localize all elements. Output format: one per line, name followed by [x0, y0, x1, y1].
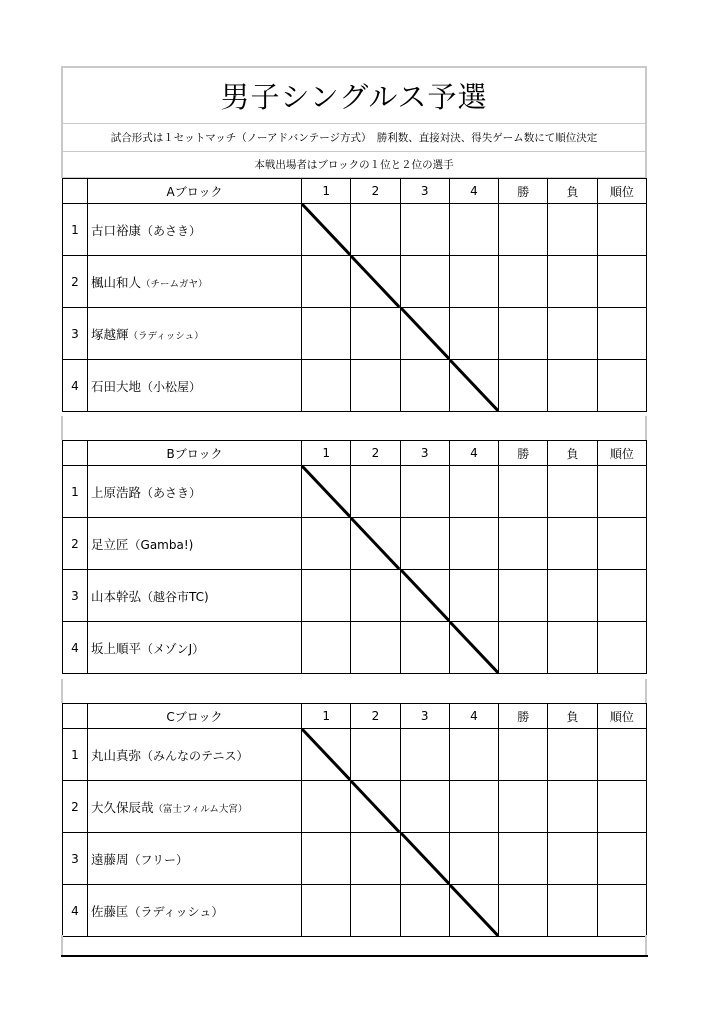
block-header-row: [63, 441, 647, 466]
match-result-cell[interactable]: [351, 729, 400, 781]
losses-cell[interactable]: [548, 308, 597, 360]
player-name: 山本幹弘: [91, 588, 142, 604]
self-match-cell: [351, 256, 400, 308]
player-name: 大久保辰哉: [91, 799, 154, 815]
seed-number: 3: [63, 570, 88, 622]
rank-cell[interactable]: [597, 204, 646, 256]
rank-cell[interactable]: [597, 466, 646, 518]
losses-cell[interactable]: [548, 833, 597, 885]
rank-cell[interactable]: [597, 256, 646, 308]
block-header-row: [63, 179, 647, 204]
block-name: Cブロック: [88, 704, 302, 729]
self-match-cell: [449, 360, 498, 412]
opponent-col-header: 2: [351, 704, 400, 729]
player-club: （Gamba!): [128, 537, 194, 552]
opponent-col-header: 3: [400, 179, 449, 204]
block-gap: [61, 935, 647, 955]
player-row: [63, 466, 647, 518]
player-row: [63, 729, 647, 781]
rank-col-header: 順位: [597, 179, 646, 204]
match-result-cell[interactable]: [449, 518, 498, 570]
player-row: [63, 885, 647, 937]
diagonal-slash: [302, 466, 350, 517]
match-result-cell[interactable]: [400, 360, 449, 412]
match-result-cell[interactable]: [449, 204, 498, 256]
match-result-cell[interactable]: [302, 570, 351, 622]
player-name: 遠藤周: [91, 851, 129, 867]
self-match-cell: [302, 466, 351, 518]
seed-number: 4: [63, 622, 88, 674]
player-name: 上原浩路: [91, 484, 142, 500]
opponent-col-header: 3: [400, 704, 449, 729]
player-club: （越谷市TC): [141, 589, 209, 604]
wins-cell[interactable]: [499, 466, 548, 518]
player-club: （あさき）: [141, 485, 202, 500]
rank-col-header: 順位: [597, 441, 646, 466]
match-result-cell[interactable]: [302, 308, 351, 360]
wins-cell[interactable]: [499, 256, 548, 308]
opponent-col-header: 3: [400, 441, 449, 466]
wins-col-header: 勝: [499, 441, 548, 466]
player-cell: [88, 518, 302, 570]
diagonal-slash: [401, 833, 449, 884]
diagonal-slash: [302, 729, 350, 780]
player-row: [63, 256, 647, 308]
seed-number: 3: [63, 833, 88, 885]
match-result-cell[interactable]: [302, 781, 351, 833]
wins-cell[interactable]: [499, 518, 548, 570]
losses-cell[interactable]: [548, 885, 597, 937]
wins-cell[interactable]: [499, 729, 548, 781]
losses-cell[interactable]: [548, 781, 597, 833]
diagonal-slash: [351, 518, 399, 569]
opponent-col-header: 4: [449, 704, 498, 729]
seed-number: 1: [63, 729, 88, 781]
match-result-cell[interactable]: [449, 729, 498, 781]
player-row: [63, 622, 647, 674]
player-cell: [88, 781, 302, 833]
match-result-cell[interactable]: [400, 885, 449, 937]
player-club: （チームガヤ）: [141, 278, 208, 290]
player-cell: [88, 466, 302, 518]
block-name: Aブロック: [88, 179, 302, 204]
match-result-cell[interactable]: [400, 204, 449, 256]
wins-cell[interactable]: [499, 360, 548, 412]
opponent-col-header: 1: [302, 179, 351, 204]
player-club: （富士フィルム大宮）: [153, 803, 248, 815]
header-blank-cell: [63, 179, 88, 204]
match-result-cell[interactable]: [302, 622, 351, 674]
player-club: （みんなのテニス）: [141, 748, 249, 763]
self-match-cell: [351, 781, 400, 833]
match-result-cell[interactable]: [449, 833, 498, 885]
wins-cell[interactable]: [499, 570, 548, 622]
match-result-cell[interactable]: [302, 833, 351, 885]
rank-cell[interactable]: [597, 570, 646, 622]
match-result-cell[interactable]: [449, 308, 498, 360]
player-name: 石田大地: [91, 378, 142, 394]
seed-number: 2: [63, 256, 88, 308]
bottom-rule: [61, 955, 648, 957]
self-match-cell: [302, 204, 351, 256]
match-result-cell[interactable]: [351, 360, 400, 412]
losses-cell[interactable]: [548, 466, 597, 518]
player-name: 古口裕康: [91, 222, 142, 238]
rank-cell[interactable]: [597, 833, 646, 885]
match-result-cell[interactable]: [351, 466, 400, 518]
diagonal-slash: [351, 256, 399, 307]
losses-col-header: 負: [548, 441, 597, 466]
losses-col-header: 負: [548, 704, 597, 729]
match-result-cell[interactable]: [400, 518, 449, 570]
player-cell: [88, 308, 302, 360]
seed-number: 4: [63, 360, 88, 412]
match-result-cell[interactable]: [351, 622, 400, 674]
wins-col-header: 勝: [499, 179, 548, 204]
match-format-rule: 試合形式は１セットマッチ（ノーアドバンテージ方式） 勝利数、直接対決、得失ゲーム数にて順位決定: [61, 124, 647, 152]
page-title: 男子シングルス予選: [220, 80, 488, 114]
match-result-cell[interactable]: [302, 518, 351, 570]
losses-cell[interactable]: [548, 570, 597, 622]
losses-col-header: 負: [548, 179, 597, 204]
rank-cell[interactable]: [597, 885, 646, 937]
player-cell: [88, 622, 302, 674]
player-cell: [88, 360, 302, 412]
player-name: 足立匠: [91, 536, 129, 552]
match-result-cell[interactable]: [351, 204, 400, 256]
opponent-col-header: 4: [449, 441, 498, 466]
player-name: 楓山和人: [91, 274, 142, 290]
match-result-cell[interactable]: [302, 885, 351, 937]
qualification-rule: 本戦出場者はブロックの１位と２位の選手: [61, 152, 647, 178]
block-c-table: [62, 703, 647, 937]
match-result-cell[interactable]: [400, 622, 449, 674]
match-result-cell[interactable]: [302, 360, 351, 412]
wins-col-header: 勝: [499, 704, 548, 729]
match-result-cell[interactable]: [449, 570, 498, 622]
wins-cell[interactable]: [499, 885, 548, 937]
diagonal-slash: [401, 308, 449, 359]
self-match-cell: [400, 570, 449, 622]
player-cell: [88, 204, 302, 256]
header-blank-cell: [63, 441, 88, 466]
player-cell: [88, 256, 302, 308]
seed-number: 3: [63, 308, 88, 360]
block-header-row: [63, 704, 647, 729]
player-name: 佐藤匡: [91, 903, 129, 919]
losses-cell[interactable]: [548, 204, 597, 256]
seed-number: 2: [63, 518, 88, 570]
title-box: [61, 66, 647, 124]
seed-number: 1: [63, 466, 88, 518]
match-result-cell[interactable]: [449, 256, 498, 308]
player-cell: [88, 885, 302, 937]
block-name: Bブロック: [88, 441, 302, 466]
wins-cell[interactable]: [499, 833, 548, 885]
player-row: [63, 308, 647, 360]
match-result-cell[interactable]: [400, 781, 449, 833]
player-cell: [88, 833, 302, 885]
player-club: （メゾンJ）: [141, 641, 205, 656]
player-row: [63, 833, 647, 885]
losses-cell[interactable]: [548, 256, 597, 308]
self-match-cell: [449, 885, 498, 937]
match-result-cell[interactable]: [400, 729, 449, 781]
self-match-cell: [400, 308, 449, 360]
diagonal-slash: [450, 885, 498, 936]
player-club: （小松屋）: [141, 379, 202, 394]
opponent-col-header: 1: [302, 441, 351, 466]
diagonal-slash: [351, 781, 399, 832]
seed-number: 2: [63, 781, 88, 833]
player-row: [63, 518, 647, 570]
wins-cell[interactable]: [499, 622, 548, 674]
match-result-cell[interactable]: [351, 885, 400, 937]
player-club: （ラディッシュ）: [128, 330, 204, 342]
match-result-cell[interactable]: [302, 256, 351, 308]
self-match-cell: [400, 833, 449, 885]
opponent-col-header: 2: [351, 179, 400, 204]
match-result-cell[interactable]: [351, 308, 400, 360]
rank-cell[interactable]: [597, 781, 646, 833]
player-club: （ラディッシュ）: [128, 904, 224, 919]
player-name: 塚越輝: [91, 326, 129, 342]
self-match-cell: [351, 518, 400, 570]
rank-cell[interactable]: [597, 308, 646, 360]
player-club: （あさき）: [141, 223, 202, 238]
player-row: [63, 204, 647, 256]
match-result-cell[interactable]: [449, 466, 498, 518]
match-result-cell[interactable]: [449, 781, 498, 833]
diagonal-slash: [450, 360, 498, 411]
losses-cell[interactable]: [548, 518, 597, 570]
header-blank-cell: [63, 704, 88, 729]
rank-cell[interactable]: [597, 729, 646, 781]
opponent-col-header: 2: [351, 441, 400, 466]
block-a-table: [62, 178, 647, 412]
block-b-table: [62, 440, 647, 674]
rank-cell[interactable]: [597, 622, 646, 674]
player-row: [63, 781, 647, 833]
match-result-cell[interactable]: [400, 466, 449, 518]
player-name: 丸山真弥: [91, 747, 142, 763]
losses-cell[interactable]: [548, 622, 597, 674]
match-result-cell[interactable]: [351, 570, 400, 622]
wins-cell[interactable]: [499, 308, 548, 360]
rank-cell[interactable]: [597, 518, 646, 570]
match-result-cell[interactable]: [400, 256, 449, 308]
wins-cell[interactable]: [499, 204, 548, 256]
self-match-cell: [449, 622, 498, 674]
wins-cell[interactable]: [499, 781, 548, 833]
opponent-col-header: 1: [302, 704, 351, 729]
match-result-cell[interactable]: [351, 833, 400, 885]
player-row: [63, 570, 647, 622]
player-cell: [88, 729, 302, 781]
seed-number: 4: [63, 885, 88, 937]
losses-cell[interactable]: [548, 729, 597, 781]
diagonal-slash: [450, 622, 498, 673]
player-cell: [88, 570, 302, 622]
seed-number: 1: [63, 204, 88, 256]
opponent-col-header: 4: [449, 179, 498, 204]
losses-cell[interactable]: [548, 360, 597, 412]
block-gap: [61, 679, 647, 703]
player-club: （フリー）: [128, 852, 189, 867]
player-name: 坂上順平: [91, 640, 142, 656]
rank-col-header: 順位: [597, 704, 646, 729]
player-row: [63, 360, 647, 412]
block-gap: [61, 416, 647, 440]
diagonal-slash: [401, 570, 449, 621]
diagonal-slash: [302, 204, 350, 255]
rank-cell[interactable]: [597, 360, 646, 412]
self-match-cell: [302, 729, 351, 781]
